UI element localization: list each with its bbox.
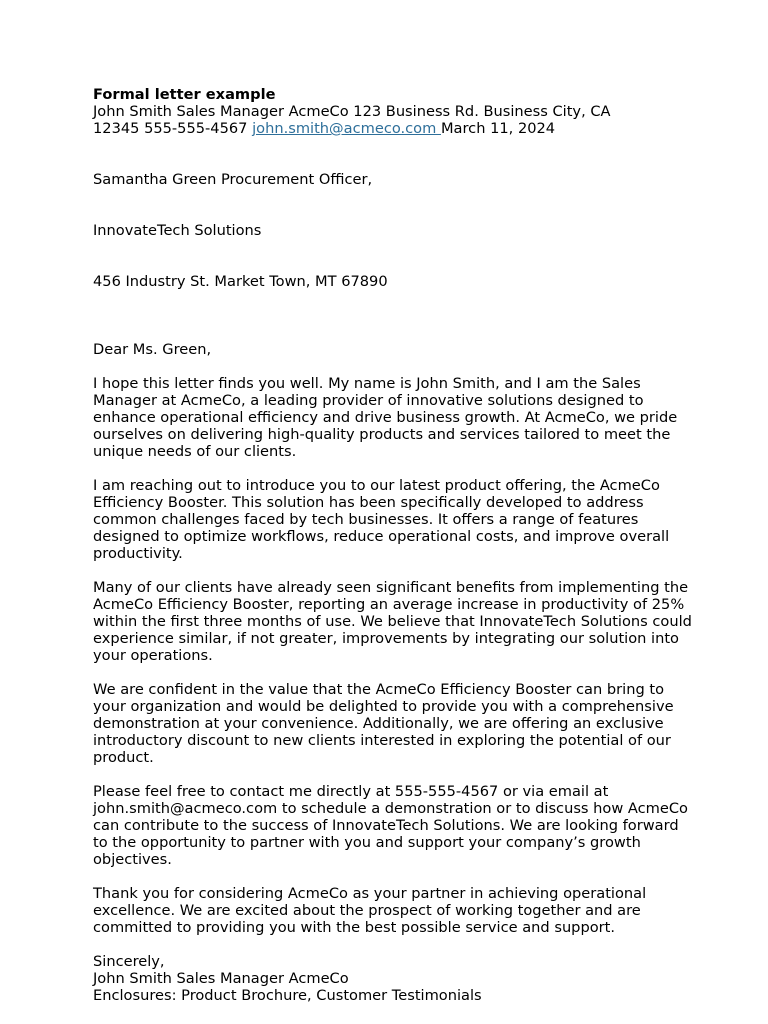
body-paragraph: Many of our clients have already seen significant benefits from implementing the AcmeCo Efficiency Booster, reporting an average increase in productivity of 25% within the first three months of use. We believe that InnovateTech Solutions could experience similar, if not greater, improvements by integrating our solution into your operations.: [93, 579, 692, 664]
closing: Sincerely,: [93, 953, 165, 970]
closing-block: [93, 953, 693, 1004]
body-paragraph: I am reaching out to introduce you to our latest product offering, the AcmeCo Efficiency Booster. This solution has been specifically developed to address common challenges faced by tech businesses. It offers a range of features designed to optimize workflows, reduce operational costs, and improve overall productivity.: [93, 477, 670, 562]
letter-page: [93, 86, 693, 1004]
letter-date: March 11, 2024: [440, 120, 556, 137]
sender-zip-phone: 12345 555-555-4567: [93, 120, 253, 137]
enclosures: Enclosures: Product Brochure, Customer Testimonials: [93, 987, 482, 1004]
salutation: Dear Ms. Green,: [93, 341, 212, 358]
body-paragraph: We are confident in the value that the AcmeCo Efficiency Booster can bring to your organization and would be delighted to provide you with a comprehensive demonstration at your convenience. Additionally, we are offering an exclusive introductory discount to new clients interested in exploring the potential of our product.: [93, 681, 674, 766]
recipient-address-line: 456 Industry St. Market Town, MT 67890: [93, 273, 388, 290]
document-title: Formal letter example: [93, 86, 276, 103]
sender-email-link[interactable]: john.smith@acmeco.com: [252, 120, 441, 137]
recipient-company-line: InnovateTech Solutions: [93, 222, 262, 239]
sender-line: John Smith Sales Manager AcmeCo 123 Business Rd. Business City, CA: [93, 103, 611, 120]
body-paragraph: Thank you for considering AcmeCo as your partner in achieving operational excellence. We are excited about the prospect of working together and are committed to providing you with the best possible service and support.: [93, 885, 647, 936]
body-paragraph: I hope this letter finds you well. My name is John Smith, and I am the Sales Manager at AcmeCo, a leading provider of innovative solutions designed to enhance operational efficiency and drive business growth. At AcmeCo, we pride ourselves on delivering high-quality products and services tailored to meet the unique needs of our clients.: [93, 375, 678, 460]
recipient-address-block: [93, 137, 693, 324]
sender-address-block: [93, 103, 693, 137]
signature: John Smith Sales Manager AcmeCo: [93, 970, 349, 987]
body-paragraph: Please feel free to contact me directly at 555-555-4567 or via email at john.smith@acmeco.com to schedule a demonstration or to discuss how AcmeCo can contribute to the success of InnovateTech Solutions. We are looking forward to the opportunity to partner with you and support your company’s growth objectives.: [93, 783, 688, 868]
recipient-name-line: Samantha Green Procurement Officer,: [93, 171, 373, 188]
spacer: [93, 324, 693, 341]
sender-contact-line: [93, 120, 693, 137]
